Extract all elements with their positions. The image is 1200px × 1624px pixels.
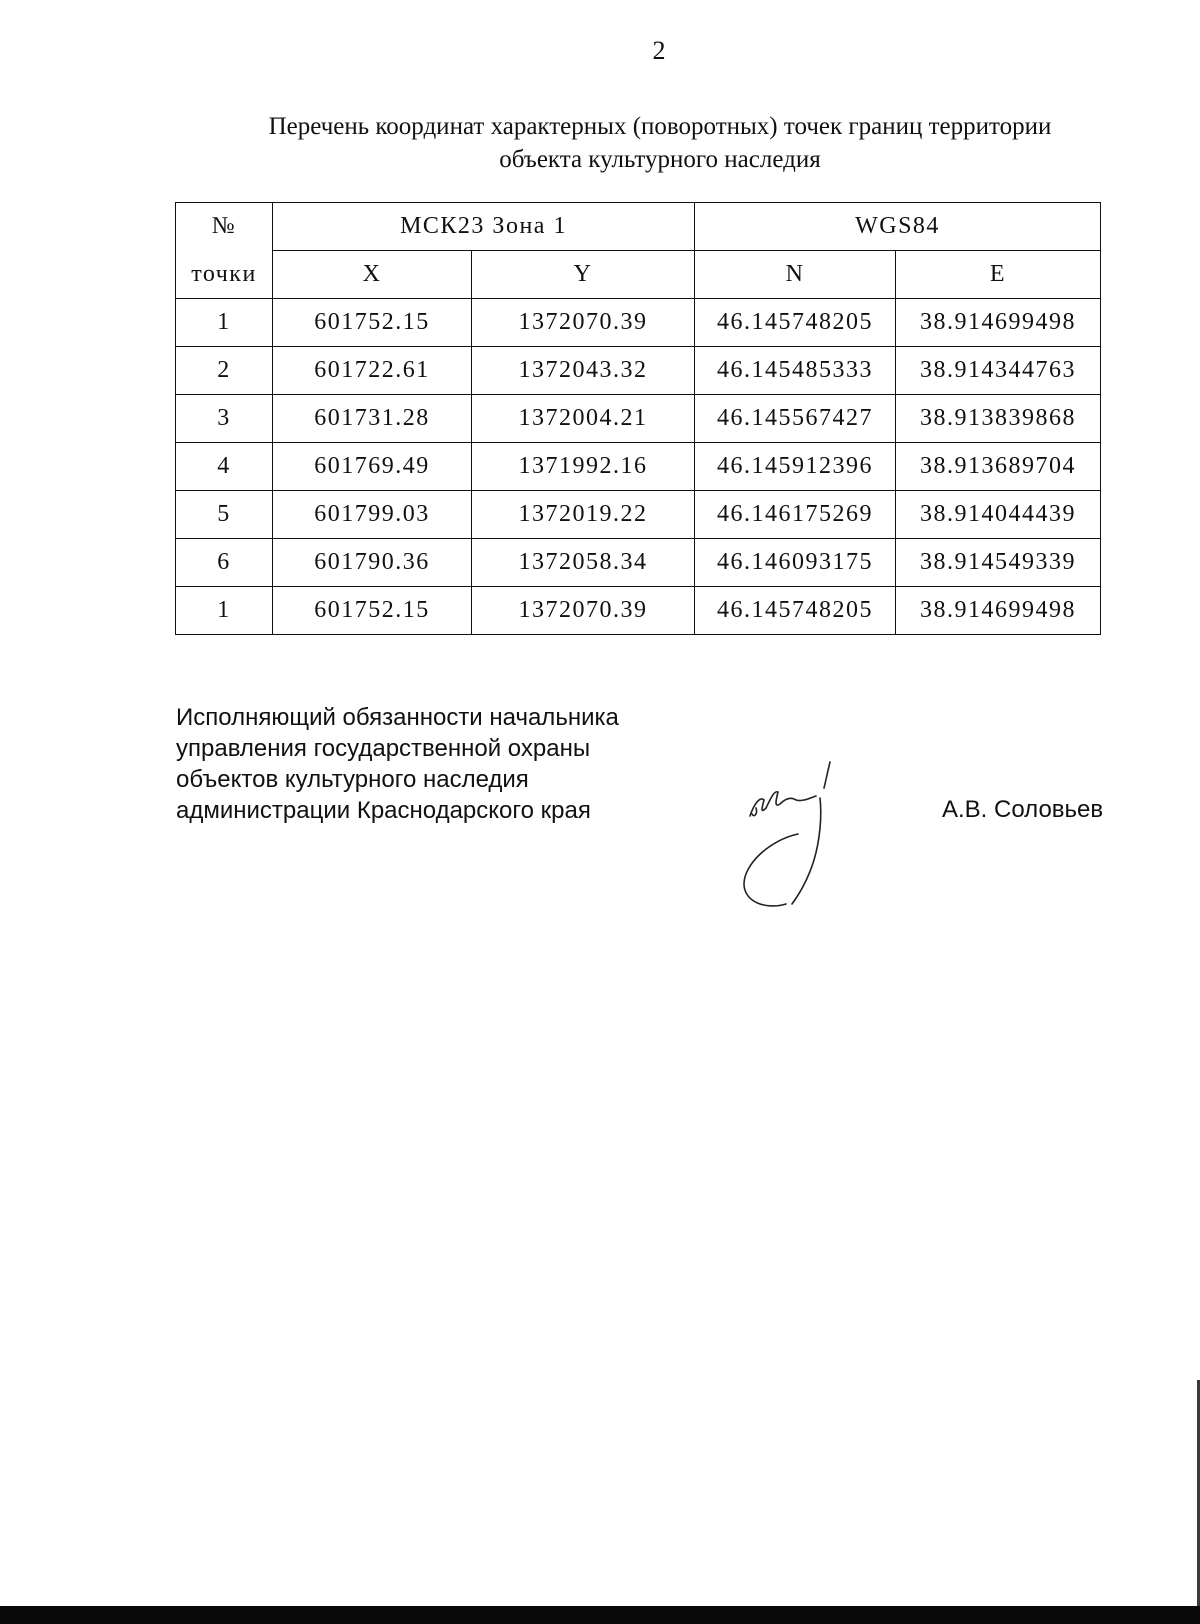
cell-e: 38.914699498 bbox=[896, 587, 1101, 635]
header-col-e: E bbox=[896, 251, 1101, 299]
cell-x: 601752.15 bbox=[273, 587, 472, 635]
scan-bottom-bar bbox=[0, 1606, 1200, 1624]
handwritten-signature bbox=[740, 756, 860, 916]
cell-e: 38.914044439 bbox=[896, 491, 1101, 539]
title-line-2: объекта культурного наследия bbox=[499, 146, 821, 173]
header-col-n: N bbox=[695, 251, 896, 299]
signatory-line-2: управления государственной охраны bbox=[176, 735, 591, 762]
header-point-number: № bbox=[176, 203, 273, 251]
title-line-1: Перечень координат характерных (поворотных) точек границ территории bbox=[268, 113, 1052, 140]
cell-n: 46.145912396 bbox=[695, 443, 896, 491]
cell-n: 46.145485333 bbox=[695, 347, 896, 395]
header-col-x: X bbox=[273, 251, 472, 299]
signatory-line-4: администрации Краснодарского края bbox=[176, 797, 591, 824]
page-number: 2 bbox=[652, 36, 666, 65]
cell-y: 1372058.34 bbox=[472, 539, 695, 587]
table-row bbox=[176, 395, 1101, 443]
cell-y: 1372004.21 bbox=[472, 395, 695, 443]
cell-e: 38.913839868 bbox=[896, 395, 1101, 443]
cell-e: 38.914549339 bbox=[896, 539, 1101, 587]
cell-point: 2 bbox=[176, 347, 273, 395]
table-row bbox=[176, 491, 1101, 539]
cell-point: 1 bbox=[176, 587, 273, 635]
header-wgs84-group: WGS84 bbox=[695, 203, 1101, 251]
table-header-row-1 bbox=[176, 203, 1101, 251]
cell-e: 38.914344763 bbox=[896, 347, 1101, 395]
table-row bbox=[176, 587, 1101, 635]
cell-point: 4 bbox=[176, 443, 273, 491]
header-msk23-group: МСК23 Зона 1 bbox=[273, 203, 695, 251]
cell-n: 46.145567427 bbox=[695, 395, 896, 443]
table-row bbox=[176, 299, 1101, 347]
cell-point: 1 bbox=[176, 299, 273, 347]
cell-x: 601769.49 bbox=[273, 443, 472, 491]
cell-n: 46.145748205 bbox=[695, 587, 896, 635]
document-title bbox=[150, 110, 1170, 176]
signatory-line-3: объектов культурного наследия bbox=[176, 766, 529, 793]
cell-point: 5 bbox=[176, 491, 273, 539]
cell-y: 1372070.39 bbox=[472, 587, 695, 635]
signatory-line-1: Исполняющий обязанности начальника bbox=[176, 704, 619, 731]
cell-n: 46.146093175 bbox=[695, 539, 896, 587]
cell-x: 601752.15 bbox=[273, 299, 472, 347]
signatory-position bbox=[176, 702, 619, 826]
header-point-label: точки bbox=[176, 251, 273, 299]
cell-point: 3 bbox=[176, 395, 273, 443]
cell-y: 1372019.22 bbox=[472, 491, 695, 539]
cell-x: 601731.28 bbox=[273, 395, 472, 443]
cell-e: 38.913689704 bbox=[896, 443, 1101, 491]
coordinates-table bbox=[175, 202, 1101, 635]
table-row bbox=[176, 443, 1101, 491]
cell-n: 46.146175269 bbox=[695, 491, 896, 539]
table-header-row-2 bbox=[176, 251, 1101, 299]
cell-e: 38.914699498 bbox=[896, 299, 1101, 347]
cell-y: 1372070.39 bbox=[472, 299, 695, 347]
header-col-y: Y bbox=[472, 251, 695, 299]
cell-n: 46.145748205 bbox=[695, 299, 896, 347]
cell-point: 6 bbox=[176, 539, 273, 587]
signer-name: А.В. Соловьев bbox=[942, 796, 1104, 823]
table-row bbox=[176, 347, 1101, 395]
cell-x: 601799.03 bbox=[273, 491, 472, 539]
cell-x: 601722.61 bbox=[273, 347, 472, 395]
cell-y: 1372043.32 bbox=[472, 347, 695, 395]
table-row bbox=[176, 539, 1101, 587]
cell-y: 1371992.16 bbox=[472, 443, 695, 491]
cell-x: 601790.36 bbox=[273, 539, 472, 587]
